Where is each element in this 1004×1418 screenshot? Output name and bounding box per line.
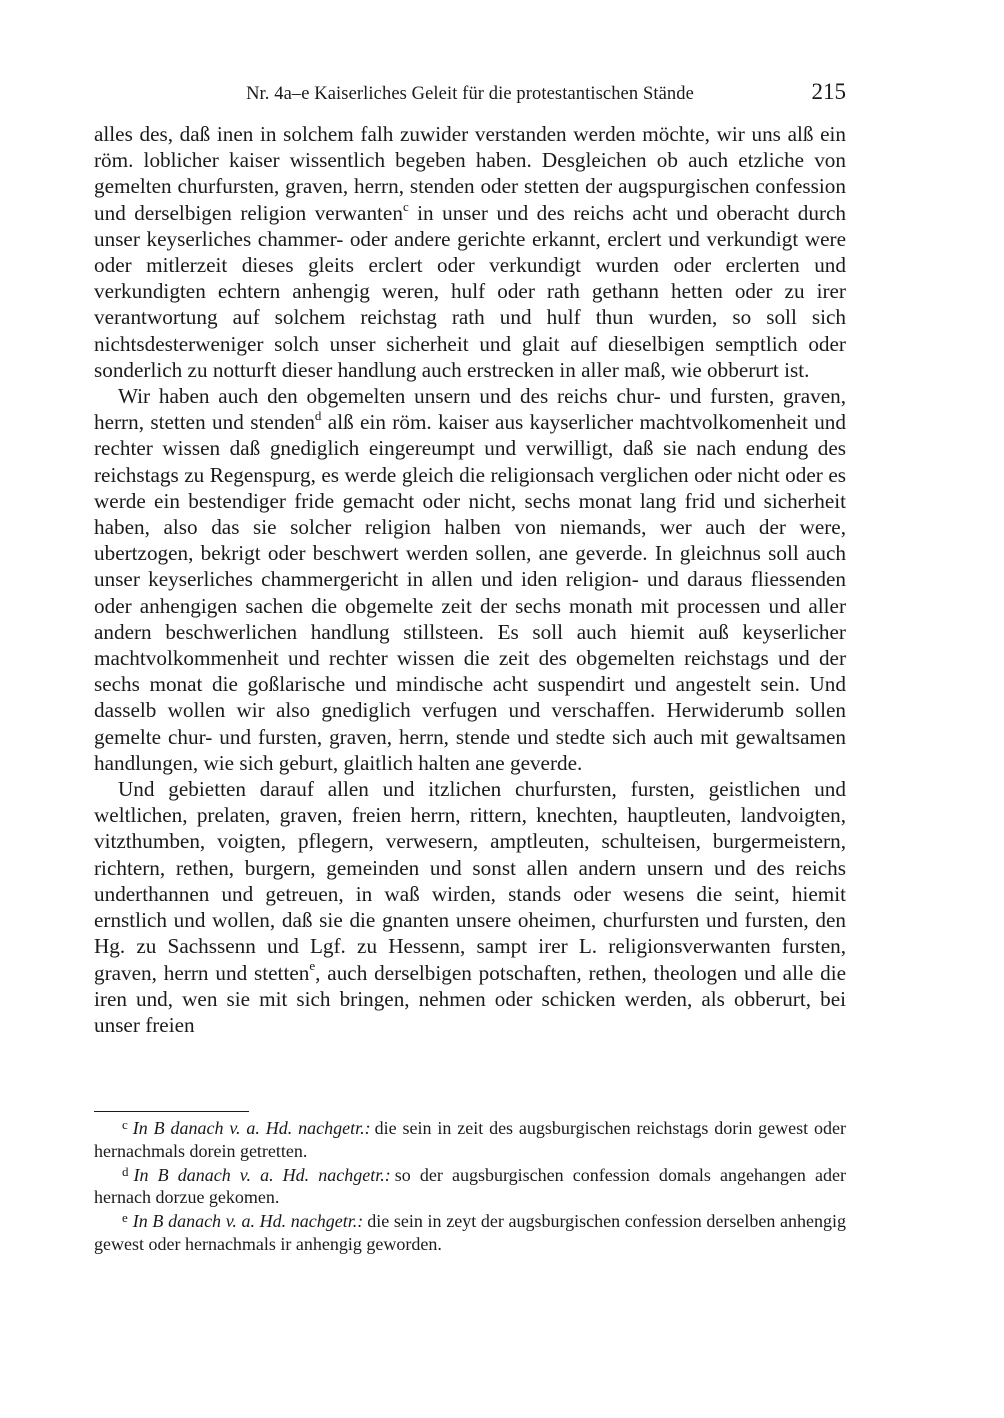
footnote-reference: e bbox=[309, 958, 316, 974]
page-number: 215 bbox=[811, 79, 846, 104]
footnote-text: so der augsburgischen confession domals angehangen ader hernach dorzue gekomen. bbox=[94, 1164, 846, 1208]
paragraph-text: alß ein röm. kaiser aus kayserlicher machtvolkomenheit und rechter wissen daß gnediglich eingereumpt und verwilligt, daß sie nach endung des reichstags zu Regenspurg, es werde gleich die religionsach verglichen oder nicht oder es werde ein bestendiger fride gemacht oder nicht, sechs monat lang frid und sicherheit haben, also das sie solcher religion halben von niemands, wer auch der were, ubertzogen, bekrigt oder beschwert werden sollen, ane geverde. In gleichnus soll auch unser keyserliches chammergericht in allen und iden religion- und daraus fliessenden oder anhengigen sachen die obgemelte zeit der sechs monath mit processen und aller andern beschwerlichen handlung stillsteen. Es soll auch hiemit auß keyserlicher machtvolkommenheit und rechter wissen die zeit des obgemelten reichstags und der sechs monat die goßlarische und mindische acht suspendirt und angestelt sein. Und dasselb wollen wir also gnediglich verfugen und verschaffen. Herwiderumb sollen gemelte chur- und fursten, graven, herrn, stende und stedte sich auch mit gewaltsamen handlungen, wie sich geburt, glaitlich halten ane geverde. bbox=[94, 410, 846, 775]
footnote-letter: c bbox=[122, 1117, 128, 1132]
footnote-letter: d bbox=[122, 1163, 129, 1179]
footnote-letter: e bbox=[122, 1210, 128, 1226]
footnote bbox=[94, 1211, 846, 1255]
paragraph-text: , auch derselbigen potschaften, rethen, theologen und alle die iren und, wen sie mit sich bringen, nehmen oder schicken werden, als obberurt, bei unser freien bbox=[94, 960, 846, 1037]
footnote-text: die sein in zeyt der augsburgischen confession derselben anhengig gewest oder hernachmals ir anhengig geworden. bbox=[94, 1211, 846, 1254]
paragraph bbox=[94, 121, 846, 383]
paragraph-text: Und gebietten darauf allen und itzlichen churfursten, fursten, geistlichen und weltlichen, prelaten, graven, freien herrn, rittern, knechten, hauptleuten, landvoigten, vitzthumben, voigten, pflegern, verwesern, amptleuten, schulteisen, burgermeistern, richtern, rethen, burgern, gemeinden und sonst allen andern unsern und des reichs underthannen und getreuen, in waß wirden, stands oder wesens die seint, hiemit ernstlich und wollen, daß sie die gnanten unsere oheimen, churfursten und fursten, den Hg. zu Sachssenn und Lgf. zu Hessenn, sampt irer L. religionsverwanten fursten, graven, herrn und stetten bbox=[94, 777, 846, 985]
footnote bbox=[94, 1165, 846, 1209]
footnote-text: die sein in zeit des augsburgischen reichstags dorin gewest oder hernachmals dorein getretten. bbox=[94, 1118, 846, 1161]
footnote-divider bbox=[94, 1111, 249, 1112]
footnote-source: In B danach v. a. Hd. nachgetr.: bbox=[133, 1164, 391, 1185]
footnote-reference: d bbox=[314, 408, 322, 424]
paragraph bbox=[94, 383, 846, 776]
running-title: Nr. 4a–e Kaiserliches Geleit für die protestantischen Stände bbox=[246, 84, 694, 104]
paragraph-text: in unser und des reichs acht und oberacht durch unser keyserliches chammer- oder andere gerichte erkannt, erclert und verkundigt were oder mitlerzeit dieses gleits erclert oder verkundigt wurden oder erclerten und verkundigten echtern anhengig weren, hulf oder rath gethann hetten oder zu irer verantwortung auf solchem reichstag rath und hulf thun wurden, so soll sich nichtsdesterweniger solch unser sicherheit und glait auf dieselbigen semptlich oder sonderlich zu notturft dieser handlung auch erstrecken in aller maß, wie obberurt ist. bbox=[94, 200, 846, 382]
page-header bbox=[94, 78, 846, 110]
footnote-reference: c bbox=[402, 198, 409, 214]
paragraph bbox=[94, 776, 846, 1038]
paragraph-text: alles des, daß inen in solchem falh zuwider verstanden werden möchte, wir uns alß ein röm. loblicher kaiser wissentlich begeben haben. Desgleichen ob auch etzliche von gemelten churfursten, graven, herrn, stenden oder stetten der augspurgischen confession und derselbigen religion verwanten bbox=[94, 122, 846, 225]
footnote-source: In B danach v. a. Hd. nachgetr.: bbox=[132, 1118, 371, 1138]
footnote-source: In B danach v. a. Hd. nachgetr.: bbox=[132, 1211, 364, 1232]
footnote bbox=[94, 1118, 846, 1162]
footnotes bbox=[94, 1118, 846, 1258]
paragraph-text: Wir haben auch den obgemelten unsern und des reichs chur- und fursten, graven, herrn, stetten und stenden bbox=[94, 384, 846, 435]
main-text bbox=[94, 121, 846, 1038]
